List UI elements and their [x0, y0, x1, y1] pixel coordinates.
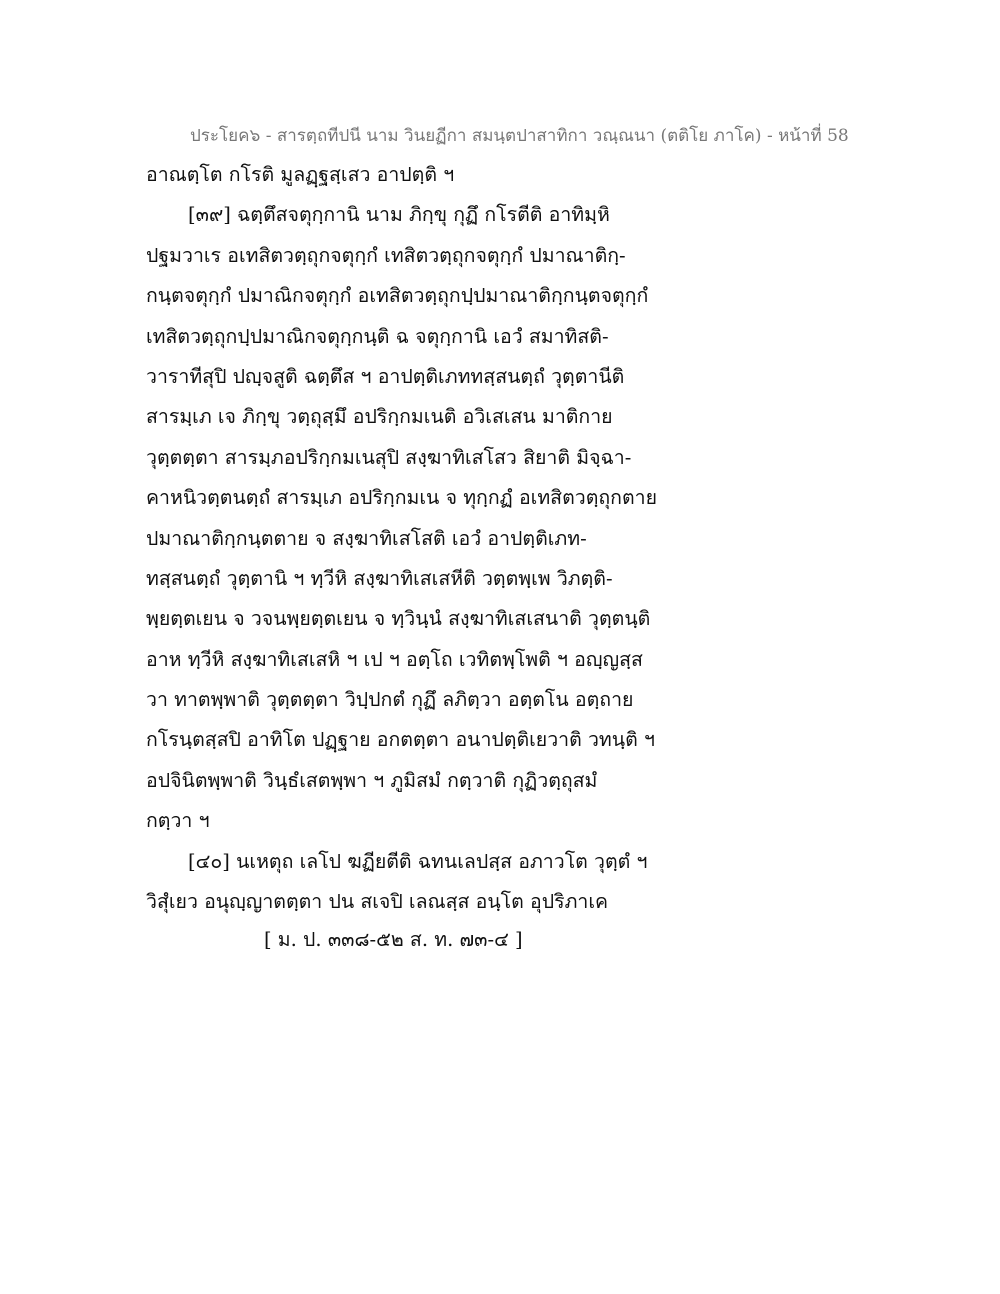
text-line: กตฺวา ฯ [146, 809, 210, 833]
text-line: วิสุํเยว อนุญฺญาตตฺตา ปน สเจปิ เลณสฺส อนฺโต อุปริภาเค [146, 890, 609, 914]
text-line: สารมฺเภ เจ ภิกฺขุ วตฺถุสฺมึ อปริกฺกมเนติ อวิเสเสน มาติกาย [146, 405, 613, 429]
text-line: อาณตฺโต กโรติ มูลฏฺฐสฺเสว อาปตฺติ ฯ [146, 163, 455, 186]
text-line: ปมาณาติกฺกนฺตตาย จ สงฺฆาทิเสโสติ เอวํ อาปตฺติเภท- [146, 526, 587, 550]
text-line: ทสฺสนตฺถํ วุตฺตานิ ฯ ทฺวีหิ สงฺฆาทิเสเสหีติ วตฺตพฺเพ วิภตฺติ- [146, 566, 613, 590]
paragraph-40-start: [๔๐] นเหตุถ เลโป ฆฏียตีติ ฉทนเลปสฺส อภาวโต วุตฺตํ ฯ [188, 849, 648, 873]
text-line: เทสิตวตฺถุกปฺปมาณิกจตุกฺกนฺติ ฉ จตุกฺกานิ เอวํ สมาทิสติ- [146, 324, 609, 348]
body-text [146, 155, 676, 958]
text-line: อาห ทฺวีหิ สงฺฆาทิเสเสหิ ฯ เป ฯ อตฺโถ เวทิตพฺโพติ ฯ อญฺญสฺส [146, 647, 643, 671]
text-line: ปฐมวาเร อเทสิตวตฺถุกจตุกฺกํ เทสิตวตฺถุกจตุกฺกํ ปมาณาติกฺ- [146, 243, 626, 267]
reference-note: [ ม. ป. ๓๓๘-๕๒ ส. ท. ๗๓-๔ ] [264, 928, 523, 952]
text-line: กนฺตจตุกฺกํ ปมาณิกจตุกฺกํ อเทสิตวตฺถุกปฺปมาณาติกฺกนฺตจตุกฺกํ [146, 284, 649, 308]
text-line: คาหนิวตฺตนตฺถํ สารมฺเภ อปริกฺกมเน จ ทุกฺกฏํ อเทสิตวตฺถุกตาย [146, 486, 658, 510]
text-line: อปจินิตพฺพาติ วินฺธํเสตพฺพา ฯ ภูมิสมํ กตฺวาติ กุฏิวตฺถุสมํ [146, 768, 598, 792]
text-line: วุตฺตตฺตา สารมฺภอปริกฺกมเนสุปิ สงฺฆาทิเสโสว สิยาติ มิจฺฉา- [146, 445, 632, 469]
text-line: พฺยตฺตเยน จ วจนพฺยตฺตเยน จ ทฺวินฺนํ สงฺฆาทิเสเสนาติ วุตฺตนฺติ [146, 607, 651, 631]
text-line: วาราทีสุปิ ปญฺจสูติ ฉตฺตึส ฯ อาปตฺติเภททสฺสนตฺถํ วุตฺตานีติ [146, 364, 625, 388]
running-header: ประโยค๖ - สารตฺถทีปนี นาม วินยฏีกา สมนฺตปาสาทิกา วณฺณนา (ตติโย ภาโค) - หน้าที่ 58 [190, 126, 849, 146]
paragraph-39-start: [๓๙] ฉตฺตึสจตุกฺกานิ นาม ภิกฺขุ กุฏึ กโรตีติ อาทิมฺหิ [188, 203, 610, 227]
text-line: กโรนฺตสฺสปิ อาทิโต ปฏฺฐาย อกตตฺตา อนาปตฺติเยวาติ วทนฺติ ฯ [146, 728, 655, 752]
text-line: วา ทาตพฺพาติ วุตฺตตฺตา วิปฺปกตํ กุฏึ ลภิตฺวา อตฺตโน อตฺถาย [146, 688, 634, 712]
